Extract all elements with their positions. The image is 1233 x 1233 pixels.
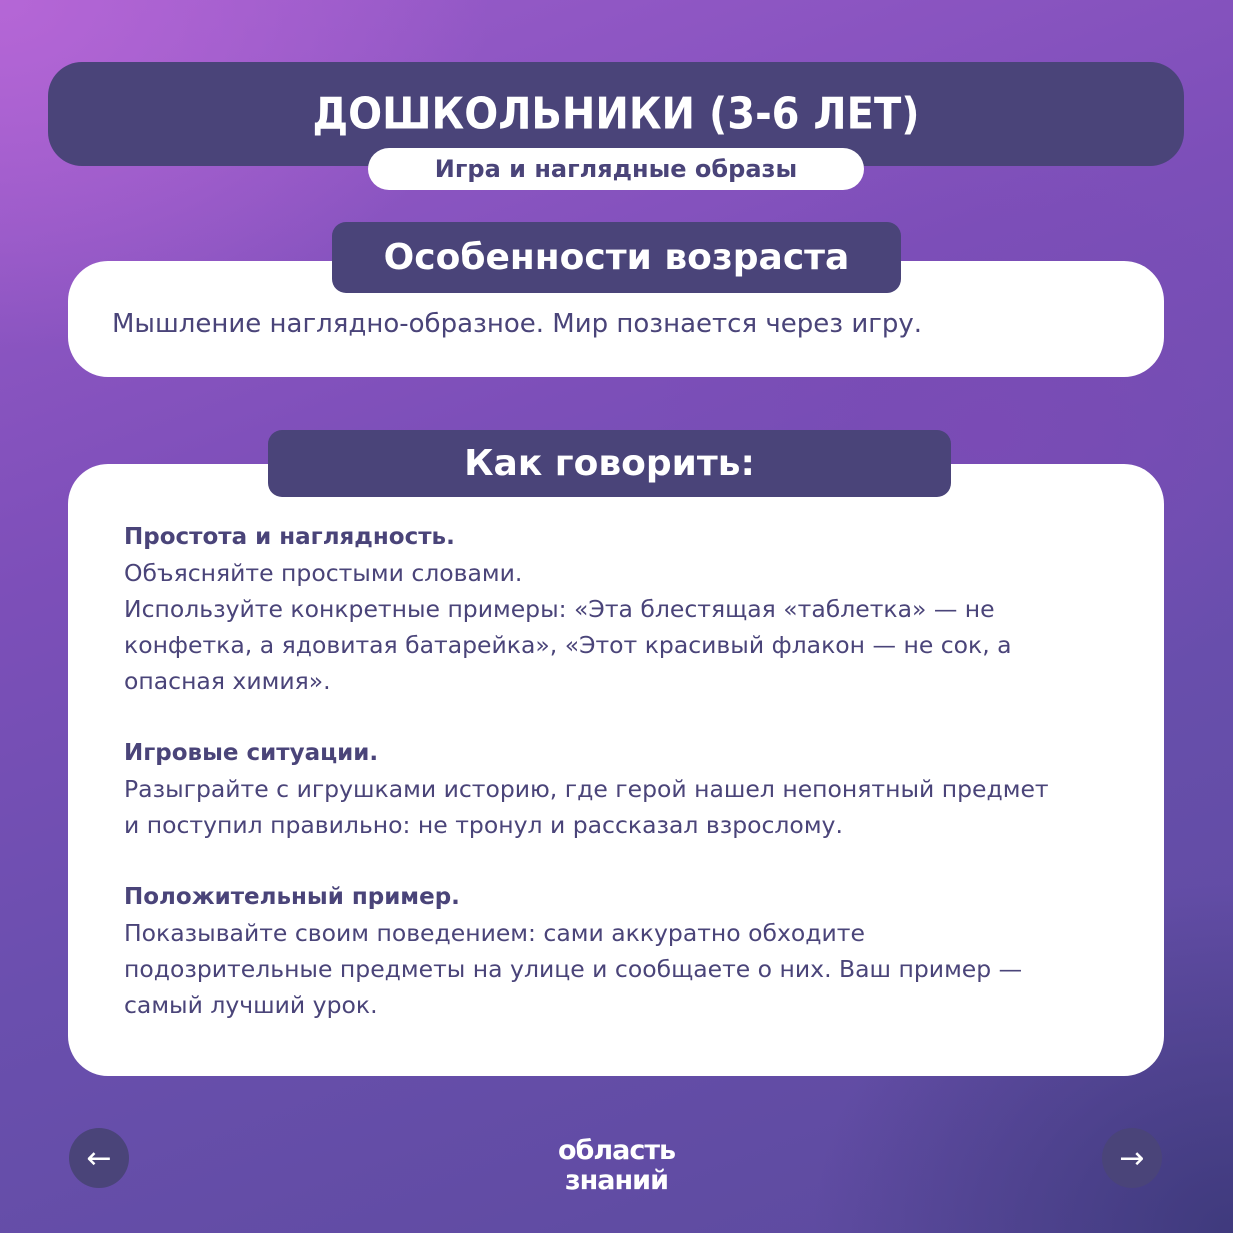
- advice-title: Простота и наглядность.: [124, 524, 455, 550]
- age-features-heading-tab: [332, 222, 901, 293]
- advice-title: Игровые ситуации.: [124, 740, 379, 766]
- advice-block-games: [124, 735, 1124, 843]
- advice-title: Положительный пример.: [124, 884, 460, 910]
- page-title: ДОШКОЛЬНИКИ (3-6 ЛЕТ): [312, 88, 920, 140]
- advice-body: Показывайте своим поведением: сами аккуратно обходите подозрительные предметы на улице и сообщаете о них. Ваш пример — самый лучший урок.: [124, 919, 1023, 1019]
- next-button[interactable]: [1102, 1128, 1162, 1188]
- brand-logo: [500, 1136, 733, 1196]
- page-subtitle: Игра и наглядные образы: [434, 155, 798, 183]
- age-features-heading: Особенности возраста: [383, 237, 850, 278]
- age-features-text: Мышление наглядно-образное. Мир познается через игру.: [112, 309, 923, 339]
- how-to-speak-heading-tab: [268, 430, 951, 497]
- arrow-right-icon: →: [1119, 1140, 1145, 1176]
- advice-block-example: [124, 879, 1124, 1023]
- logo-line-1: область: [557, 1135, 676, 1166]
- logo-line-2: знаний: [564, 1165, 669, 1196]
- prev-button[interactable]: [69, 1128, 129, 1188]
- advice-block-simplicity: [124, 519, 1124, 699]
- arrow-left-icon: ←: [86, 1140, 112, 1176]
- advice-body: Разыграйте с игрушками историю, где герой нашел непонятный предмет и поступил правильно: не тронул и рассказал взрослому.: [124, 775, 1049, 839]
- how-to-speak-heading: Как говорить:: [464, 443, 755, 484]
- advice-body: Объясняйте простыми словами. Используйте конкретные примеры: «Эта блестящая «таблетка» — не конфетка, а ядовитая батарейка», «Этот красивый флакон — не сок, а опасная химия».: [124, 559, 1012, 695]
- subtitle-pill: [368, 148, 864, 190]
